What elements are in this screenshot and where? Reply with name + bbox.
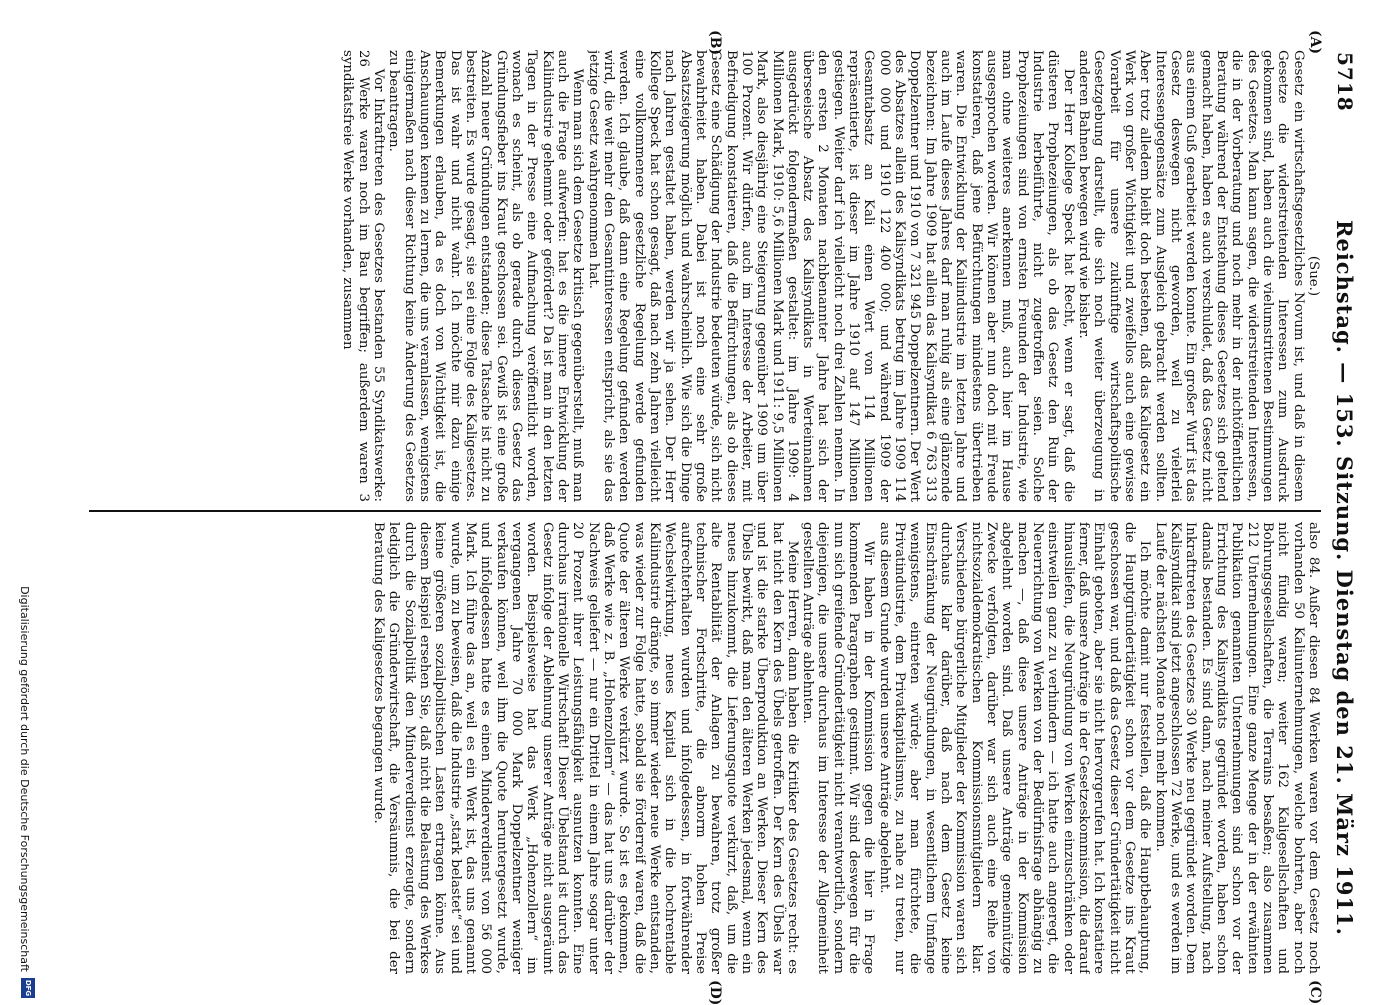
column-divider [89,510,1321,512]
margin-marker-b: (B) [707,30,723,56]
right-paragraph: Ich möchte damit nur feststellen, daß die Hauptbehauptung, die Hauptgründertätigkeit schon vor dem Gesetze ins Kraut geschossen war, und daß das Gesetz dieser Gründertätigkeit nicht Einhalt geboten, aber sie nicht hervorgerufen hat. Ich konstatiere ferner, daß unsere Anträge in der Gesetzeskommission, die darauf hinausliefen, die Neugründung von Werken einzuschränken oder einstweilen ganz zu verhindern — ich hatte auch angeregt, die Neuerrichtung von Werken von der Bedürfnisfrage abhängig zu machen —, daß diese unsere Anträge in der Kommission abgelehnt worden sind. Daß unsere Anträge gemeinnützige Zwecke verfolgten, darüber war sich auch eine Reihe von nichtsozialdemokratischen Kommissionsmitgliedern klar. Verschiedene bürgerliche Mitglieder der Kommission waren sich durchaus klar darüber, daß nach dem Gesetz keine Einschränkung der Neugründungen, in wesentlichem Umfange wenigstens, eintreten würde; aber man fürchtete, die Privatindustrie, dem Privatkapitalismus, zu nahe zu treten, nur aus diesem Grunde wurden unsere Anträge abgelehnt. [876,522,1153,974]
page-number: 5718 [1333,52,1357,112]
right-column [89,522,1321,974]
margin-marker-a: (A) [1307,30,1323,55]
margin-marker-d: (D) [707,980,723,1005]
page-title: Reichstag. — 153. Sitzung. Dienstag den 21. März 1911. [1332,220,1357,936]
page-header [1323,0,1383,1000]
right-paragraph: also 84. Außer diesen 84 Werken waren vor dem Gesetz noch vorhanden 50 Kaliunternehmungen, welche bohrten, aber noch nicht fündig waren; weiter 162 Kaligesellschaften und Bohrungsgesellschaften, die Terrains besaßen; also zusammen 212 Unternehmungen. Eine ganze Menge der in der erwähnten Publikation genannten Unternehmungen sind schon vor der Errichtung des Kalisyndikats gegründet worden, haben schon damals bestanden. Es sind dann, nach meiner Aufstellung, nach Inkrafttreten des Gesetzes 30 Werke neu gegründet worden. Dem Kalisyndikat sind jetzt angeschlossen 72 Werke, und es werden im Laufe der nächsten Monate noch mehr kommen. [1152,522,1321,974]
right-paragraph: Meine Herren, dann haben die Kritiker des Gesetzes recht: es hat nicht den Kern des Übels getroffen. Der Kern des Übels war und ist die starke Überproduktion an Werken. Dieser Kern des Übels bewirkt, daß man den älteren Werken jedesmal, wenn ein neues hinzukommt, die Lieferungsquote verkürzt, daß, um die alte Rentabilität der Anlagen zu bewahren, trotz großer technischer Fortschritte, die abnorm hohen Preise aufrechterhalten wurden und infolgedessen, in fortwährender Wechselwirkung, neues Kapital sich in die hochrentable Kaliindustrie drängte, so immer wieder neue Werke entstanden, was wieder zur Folge hatte, sobald sie förderreif waren, daß die Quote der älteren Werke verkürzt wurde. So ist es gekommen, daß Werke wie z. B. „Hohenzollern“ — das hat uns darüber der Nachweis geliefert — nur ein Drittel in einem Jahre sogar unter 20 Prozent ihrer Leistungsfähigkeit ausnutzen konnten. Eine durchaus irrationelle Wirtschaft! Dieser Übelstand ist durch das Gesetz infolge der Ablehnung unserer Anträge nicht ausgeräumt worden. Beispielsweise hat das Werk „Hohenzollern“ im vergangenen Jahre 70 000 Mark Doppelzentner weniger verkaufen können, weil ihm die Quote heruntergesetzt wurde, und infolgedessen hatte es einen Minderverdienst von 56 000 Mark. Ich führe das an, weil es ein Werk ist, das uns genannt wurde, um zu beweisen, daß die Industrie „stark belastet“ sei und keine größeren sozialpolitischen Lasten ertragen könne. Aus diesem Beispiel ersehen Sie, daß nicht die Belastung des Werkes durch die Sozialpolitik den Minderverdienst erzeugte, sondern lediglich die Gründerwirtschaft, die Versäumnis, die bei der Beratung des Kaligesetzes begangen wurde. [370,522,800,974]
left-paragraph: Der Herr Kollege Speck hat Recht, wenn er sagt, daß die düsteren Prophezeiungen, als ob das Gesetz den Ruin der Industrie herbeiführte, nicht zugetroffen seien. Solche Prophezeiungen sind von ernsten Freunden der Industrie, wie man ohne weiteres anerkennen muß, auch hier im Hause ausgesprochen worden. Wir können aber nun doch mit Freude konstatieren, daß jene Befürchtungen mindestens übertrieben waren. Die Entwicklung der Kaliindustrie im letzten Jahre und auch im Laufe dieses Jahres darf man ruhig als eine glänzende bezeichnen: Im Jahre 1909 hat allein das Kalisyndikat 6 763 313 Doppelzentner und 1910 von 7 321 945 Doppelzentnern. Der Wert des Absatzes allein des Kalisyndikats betrug im Jahre 1909 114 000 000 und 1910 122 400 000; und während 1909 der Gesamtabsatz an Kali einen Wert von 114 Millionen repräsentierte, ist dieser im Jahre 1910 auf 147 Millionen gestiegen. Weiter darf ich vielleicht noch drei Zahlen nennen. In den ersten 2 Monaten nachbenannter Jahre hat sich der überseeische Absatz des Kalisyndikats in Werteinnahmen ausgedrückt folgendermaßen gestaltet: im Jahre 1909: 4 Millionen Mark, 1910: 5,6 Millionen Mark und 1911: 9,5 Millionen Mark, also diesjährig eine Steigerung gegenüber 1909 um über 100 Prozent. Wir dürfen, auch im Interesse der Arbeiter, mit Befriedigung konstatieren, daß die Befürchtungen, als ob dieses Gesetz eine Schädigung der Industrie bedeuten würde, sich nicht bewahrheitet haben. Dabei ist noch eine sehr große Absatzsteigerung möglich und wahrscheinlich. Wie sich die Dinge nach Jahren gestaltet haben, werden wir ja sehen. Der Herr Kollege Speck hat schon gesagt, daß nach zehn Jahren vielleicht eine vollkommenere gesetzliche Regelung werde gefunden werden. Ich glaube, daß dann eine Regelung gefunden werden wird, die weit mehr den Gesamtinteressen entspricht, als sie das jetzige Gesetz wahrgenommen hat. [585,50,1076,502]
dfg-logo: DFG [21,978,35,998]
left-paragraph: Vor Inkrafttreten des Gesetzes bestanden 55 Syndikatswerke: 26 Werke waren noch im Bau begriffen; außerdem waren 3 syndikatsfreie Werke vorhanden, zusammen [340,50,386,502]
left-column [89,50,1321,502]
funding-notice: Digitalisierung gefördert durch die Deutsche Forschungsgemeinschaft [18,586,31,972]
margin-marker-c: (C) [1307,980,1323,1005]
left-paragraph: Wenn man sich dem Gesetze kritisch gegenüberstellt, muß man auch die Frage aufwerfen: hat es die innere Entwicklung der Kaliindustrie gehemmt oder gefördert? Da ist man in den letzten Tagen in der Presse eine Aufmachung veröffentlicht worden, wonach es scheint, als ob gerade durch dieses Gesetz das Gründungsfieber ins Kraut geschossen sei. Gewiß ist eine große Anzahl neuer Gründungen entstanden; diese Tatsache ist nicht zu bestreiten. Es wurde gesagt, sie sei eine Folge des Kaligesetzes. Das ist wahr und nicht wahr. Ich möchte mir dazu einige Bemerkungen erlauben, da es doch von Wichtigkeit ist, die Anschauungen kennen zu lernen, die uns veranlassen, wenigstens einigermaßen nach dieser Richtung keine Änderung des Gesetzes zu beantragen. [386,50,586,502]
speaker-name: (Sue.) [1306,255,1321,297]
left-paragraph: Gesetz ein wirtschaftsgesetzliches Novum ist, und daß in diesem Gesetze die widerstreitenden Interessen zum Ausdruck gekommen sind, haben auch die vielumstrittenen Bestimmungen des Gesetzes. Man kann sagen, die widerstreitenden Interessen, die in der Vorberatung und noch mehr in der nichtöffentlichen Beratung während der Entstehung dieses Gesetzes sich geltend gemacht haben, haben es auch verschuldet, daß das Gesetz nicht aus einem Guß gearbeitet werden konnte. Ein großer Wurf ist das Gesetz deswegen nicht geworden, weil zu vielerlei Interessengegensätze zum Ausgleich gebracht werden sollten. Aber trotz alledem bleibt doch bestehen, daß das Kaligesetz ein Werk von großer Wichtigkeit und zweifellos auch eine gewisse Vorarbeit für unsere zukünftige wirtschaftspolitische Gesetzgebung darstellt, die sich noch weiter überzeugung in anderen Bahnen bewegen wird wie bisher. [1076,50,1306,502]
right-paragraph: Wir haben in der Kommission gegen die hier in Frage kommenden Paragraphen gestimmt. Wir sind deswegen für die nun sich greifende Gründertätigkeit nicht verantwortlich, sondern diejenigen, die unsere durchaus im Interesse der Allgemeinheit gestellten Anträge ablehnten. [800,522,877,974]
page-footer [3,0,43,1000]
